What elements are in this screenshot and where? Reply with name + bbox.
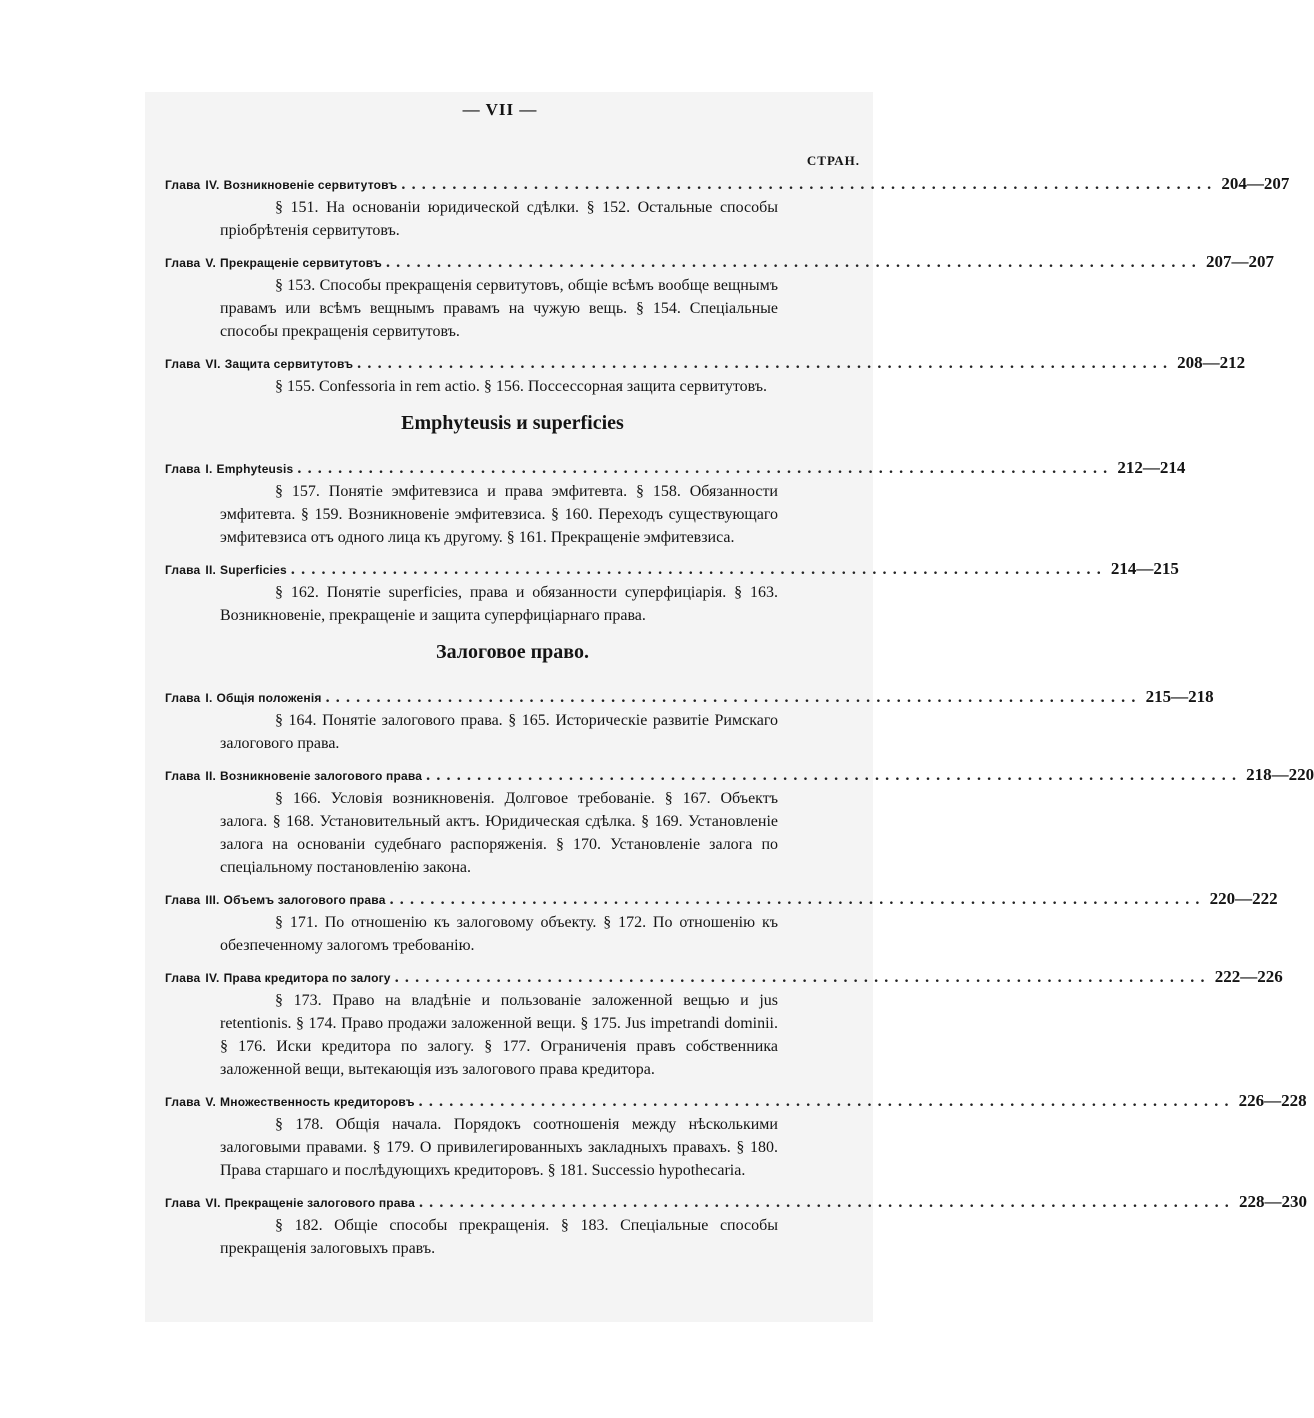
toc-entry-servitudes-origin <box>165 172 1290 242</box>
dot-leader: ................................................................................ <box>401 176 1218 193</box>
section-title-pledge-law: Залоговое право. <box>436 641 589 663</box>
page-range: 228—230 <box>1238 1192 1307 1211</box>
toc-entry-servitudes-protection <box>165 351 1246 398</box>
toc-entry-pledge-scope <box>165 887 1278 957</box>
dot-leader: ................................................................................ <box>325 689 1142 706</box>
chapter-description: § 166. Условія возникновенія. Долговое требованіе. § 167. Объектъ залога. § 168. Установительный актъ. Юридическая сдѣлка. § 169. Установленіе залога на основаніи судебнаго распоряженія. § 170. Установленіе залога по спеціальному постановленію закона. <box>220 790 778 876</box>
dot-leader: ................................................................................ <box>389 891 1206 908</box>
chapter-heading: Глава VI. Прекращеніе залогового права <box>165 1196 415 1210</box>
chapter-heading: Глава V. Множественность кредиторовъ <box>165 1095 415 1109</box>
toc-entry-pledge-origin <box>165 763 1314 879</box>
dot-leader: ................................................................................ <box>426 767 1243 784</box>
page-range: 226—228 <box>1238 1091 1307 1110</box>
chapter-heading: Глава IV. Права кредитора по залогу <box>165 971 391 985</box>
chapter-description: § 157. Понятіе эмфитевзиса и права эмфитевта. § 158. Обязанности эмфитевта. § 159. Возникновеніе эмфитевзиса. § 160. Переходъ существующаго эмфитевзиса отъ одного лица къ другому. § 161. Прекращеніе эмфитевзиса. <box>220 483 778 546</box>
dot-leader: ................................................................................ <box>297 460 1114 477</box>
chapter-description: § 178. Общія начала. Порядокъ соотношенія между нѣсколькими залоговыми правами. § 179. О привилегированныхъ закладныхъ правахъ. § 180. Права старшаго и послѣдующихъ кредиторовъ. § 181. Successio hypothecaria. <box>220 1116 778 1179</box>
chapter-description: § 155. Confessoria in rem actio. § 156. Поссессорная защита сервитутовъ. <box>275 378 768 395</box>
dot-leader: ................................................................................ <box>418 1093 1235 1110</box>
pages-column-header: СТРАН. <box>806 153 860 168</box>
chapter-heading: Глава I. Общія положенія <box>165 691 322 705</box>
toc-entry-creditor-rights <box>165 965 1283 1081</box>
page-range: 212—214 <box>1117 458 1186 477</box>
dot-leader: ................................................................................ <box>385 254 1202 271</box>
chapter-heading: Глава II. Возникновеніе залогового права <box>165 769 423 783</box>
table-of-contents <box>165 172 1314 1268</box>
toc-entry-pledge-general <box>165 685 1214 755</box>
page-range: 215—218 <box>1145 687 1214 706</box>
page-range: 207—207 <box>1205 252 1274 271</box>
chapter-description: § 182. Общіе способы прекращенія. § 183. Спеціальные способы прекращенія залоговыхъ правъ. <box>220 1217 778 1257</box>
page-range: 208—212 <box>1177 353 1246 372</box>
page-number: — VII — <box>462 100 538 119</box>
page-range: 222—226 <box>1214 967 1283 986</box>
page-range: 220—222 <box>1209 889 1278 908</box>
chapter-description: § 173. Право на владѣніе и пользованіе заложенной вещью и jus retentionis. § 174. Право продажи заложенной вещи. § 175. Jus impetrandi dominii. § 176. Иски кредитора по залогу. § 177. Ограниченія правъ собственника заложенной вещи, вытекающія изъ залогового права кредитора. <box>220 992 778 1078</box>
toc-entry-emphyteusis <box>165 456 1186 549</box>
toc-entry-servitudes-termination <box>165 250 1274 343</box>
chapter-heading: Глава VI. Защита сервитутовъ <box>165 357 354 371</box>
chapter-description: § 171. По отношенію къ залоговому объекту. § 172. По отношенію къ обезпеченному залогомъ требованію. <box>220 914 778 954</box>
dot-leader: ................................................................................ <box>290 561 1107 578</box>
page-range: 214—215 <box>1110 559 1179 578</box>
chapter-heading: Глава V. Прекращеніе сервитутовъ <box>165 256 382 270</box>
chapter-heading: Глава I. Emphyteusis <box>165 462 294 476</box>
dot-leader: ................................................................................ <box>357 355 1174 372</box>
dot-leader: ................................................................................ <box>394 969 1211 986</box>
chapter-description: § 164. Понятіе залогового права. § 165. Историческіе развитіе Римскаго залогового права. <box>220 712 778 752</box>
dot-leader: ................................................................................ <box>418 1194 1235 1211</box>
chapter-description: § 162. Понятіе superficies, права и обязанности суперфиціарія. § 163. Возникновеніе, прекращеніе и защита суперфиціарнаго права. <box>220 584 778 624</box>
chapter-heading: Глава II. Superficies <box>165 563 287 577</box>
chapter-heading: Глава IV. Возникновеніе сервитутовъ <box>165 178 398 192</box>
page-range: 204—207 <box>1221 174 1290 193</box>
toc-entry-pledge-termination <box>165 1190 1307 1260</box>
chapter-description: § 151. На основаніи юридической сдѣлки. § 152. Остальные способы пріобрѣтенія сервитутовъ. <box>220 199 778 239</box>
toc-entry-multiple-creditors <box>165 1089 1307 1182</box>
page-range: 218—220 <box>1246 765 1314 784</box>
chapter-description: § 153. Способы прекращенія сервитутовъ, общіе всѣмъ вообще вещнымъ правамъ или всѣмъ вещнымъ правамъ на чужую вещь. § 154. Спеціальные способы прекращенія сервитутовъ. <box>220 277 778 340</box>
section-title-emphyteusis: Emphyteusis и superficies <box>401 412 624 434</box>
toc-entry-superficies <box>165 557 1179 627</box>
chapter-heading: Глава III. Объемъ залогового права <box>165 893 386 907</box>
